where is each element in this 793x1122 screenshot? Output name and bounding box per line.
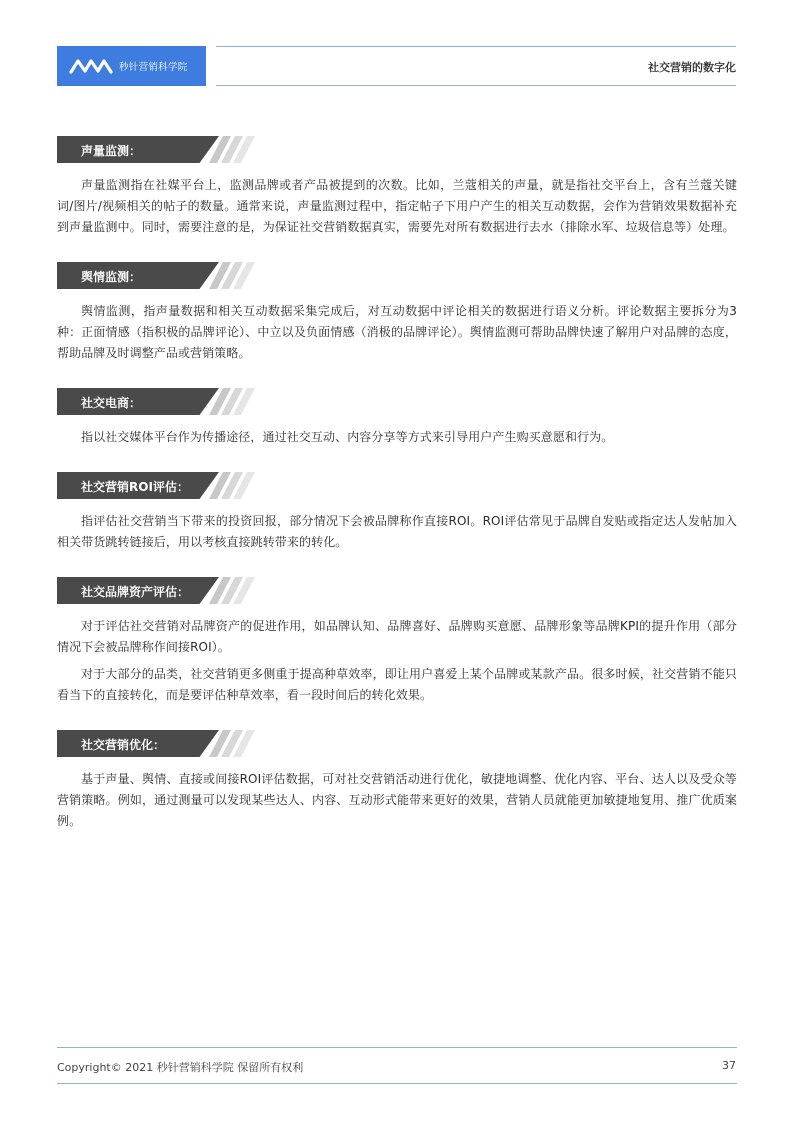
logo-wave-icon (69, 56, 113, 76)
heading-label: 社交品牌资产评估： (81, 585, 190, 599)
footer-rule-bottom (57, 1083, 737, 1084)
heading-stripes-icon (207, 472, 257, 499)
heading-stripes-icon (207, 388, 257, 415)
section-heading (57, 136, 257, 163)
paragraph: 声量监测指在社媒平台上，监测品牌或者产品被提到的次数。比如，兰蔻相关的声量，就是指社交平台上，含有兰蔻关键词/图片/视频相关的帖子的数量。通常来说，声量监测过程中，指定帖子下用户产生的相关互动数据，会作为营销效果数据补充到声量监测中。同时，需要注意的是，为保证社交营销数据真实，需要先对所有数据进行去水（排除水军、垃圾信息等）处理。 (57, 178, 737, 234)
heading-label: 声量监测： (81, 144, 142, 158)
heading-label: 社交营销优化： (81, 738, 166, 752)
section-brand-equity (57, 577, 737, 706)
section-roi-evaluation (57, 472, 737, 553)
heading-label: 社交营销ROI评估： (81, 480, 189, 494)
page-number: 37 (722, 1059, 736, 1072)
paragraph: 舆情监测，指声量数据和相关互动数据采集完成后，对互动数据中评论相关的数据进行语义分析。评论数据主要拆分为3种：正面情感（指积极的品牌评论）、中立以及负面情感（消极的品牌评论）。舆情监测可帮助品牌快速了解用户对品牌的态度，帮助品牌及时调整产品或营销策略。 (57, 304, 737, 360)
header-title: 社交营销的数字化 (648, 61, 736, 74)
paragraph: 指以社交媒体平台作为传播途径，通过社交互动、内容分享等方式来引导用户产生购买意愿和行为。 (81, 430, 614, 444)
section-heading (57, 577, 257, 604)
section-heading (57, 262, 257, 289)
heading-label: 舆情监测： (81, 270, 142, 284)
section-sentiment-monitoring (57, 262, 737, 364)
paragraph: 基于声量、舆情、直接或间接ROI评估数据，可对社交营销活动进行优化，敏捷地调整、优化内容、平台、达人以及受众等营销策略。例如，通过测量可以发现某些达人、内容、互动形式能带来更好的效果，营销人员就能更加敏捷地复用、推广优质案例。 (57, 772, 737, 828)
paragraph: 指评估社交营销当下带来的投资回报，部分情况下会被品牌称作直接ROI。ROI评估常见于品牌自发贴或指定达人发帖加入相关带货跳转链接后，用以考核直接跳转带来的转化。 (57, 514, 737, 549)
section-heading (57, 388, 257, 415)
heading-label: 社交电商： (81, 396, 142, 410)
section-volume-monitoring (57, 136, 737, 238)
heading-stripes-icon (207, 262, 257, 289)
header-rule-top (216, 46, 736, 47)
paragraph: 对于评估社交营销对品牌资产的促进作用，如品牌认知、品牌喜好、品牌购买意愿、品牌形象等品牌KPI的提升作用（部分情况下会被品牌称作间接ROI）。 (57, 619, 737, 654)
main-content (57, 136, 737, 856)
footer-copyright: Copyright© 2021 秒针营销科学院 保留所有权利 (57, 1061, 304, 1074)
section-heading (57, 730, 257, 757)
heading-stripes-icon (207, 577, 257, 604)
paragraph: 对于大部分的品类，社交营销更多侧重于提高种草效率，即让用户喜爱上某个品牌或某款产品。很多时候，社交营销不能只看当下的直接转化，而是要评估种草效率，看一段时间后的转化效果。 (57, 667, 737, 702)
section-heading (57, 472, 257, 499)
heading-stripes-icon (207, 730, 257, 757)
brand-logo (57, 46, 206, 86)
footer-rule-top (57, 1047, 737, 1048)
section-optimization (57, 730, 737, 832)
heading-stripes-icon (207, 136, 257, 163)
logo-text: 秒针营销科学院 (119, 62, 188, 73)
header-rule-bottom (216, 85, 736, 86)
section-social-commerce (57, 388, 737, 448)
